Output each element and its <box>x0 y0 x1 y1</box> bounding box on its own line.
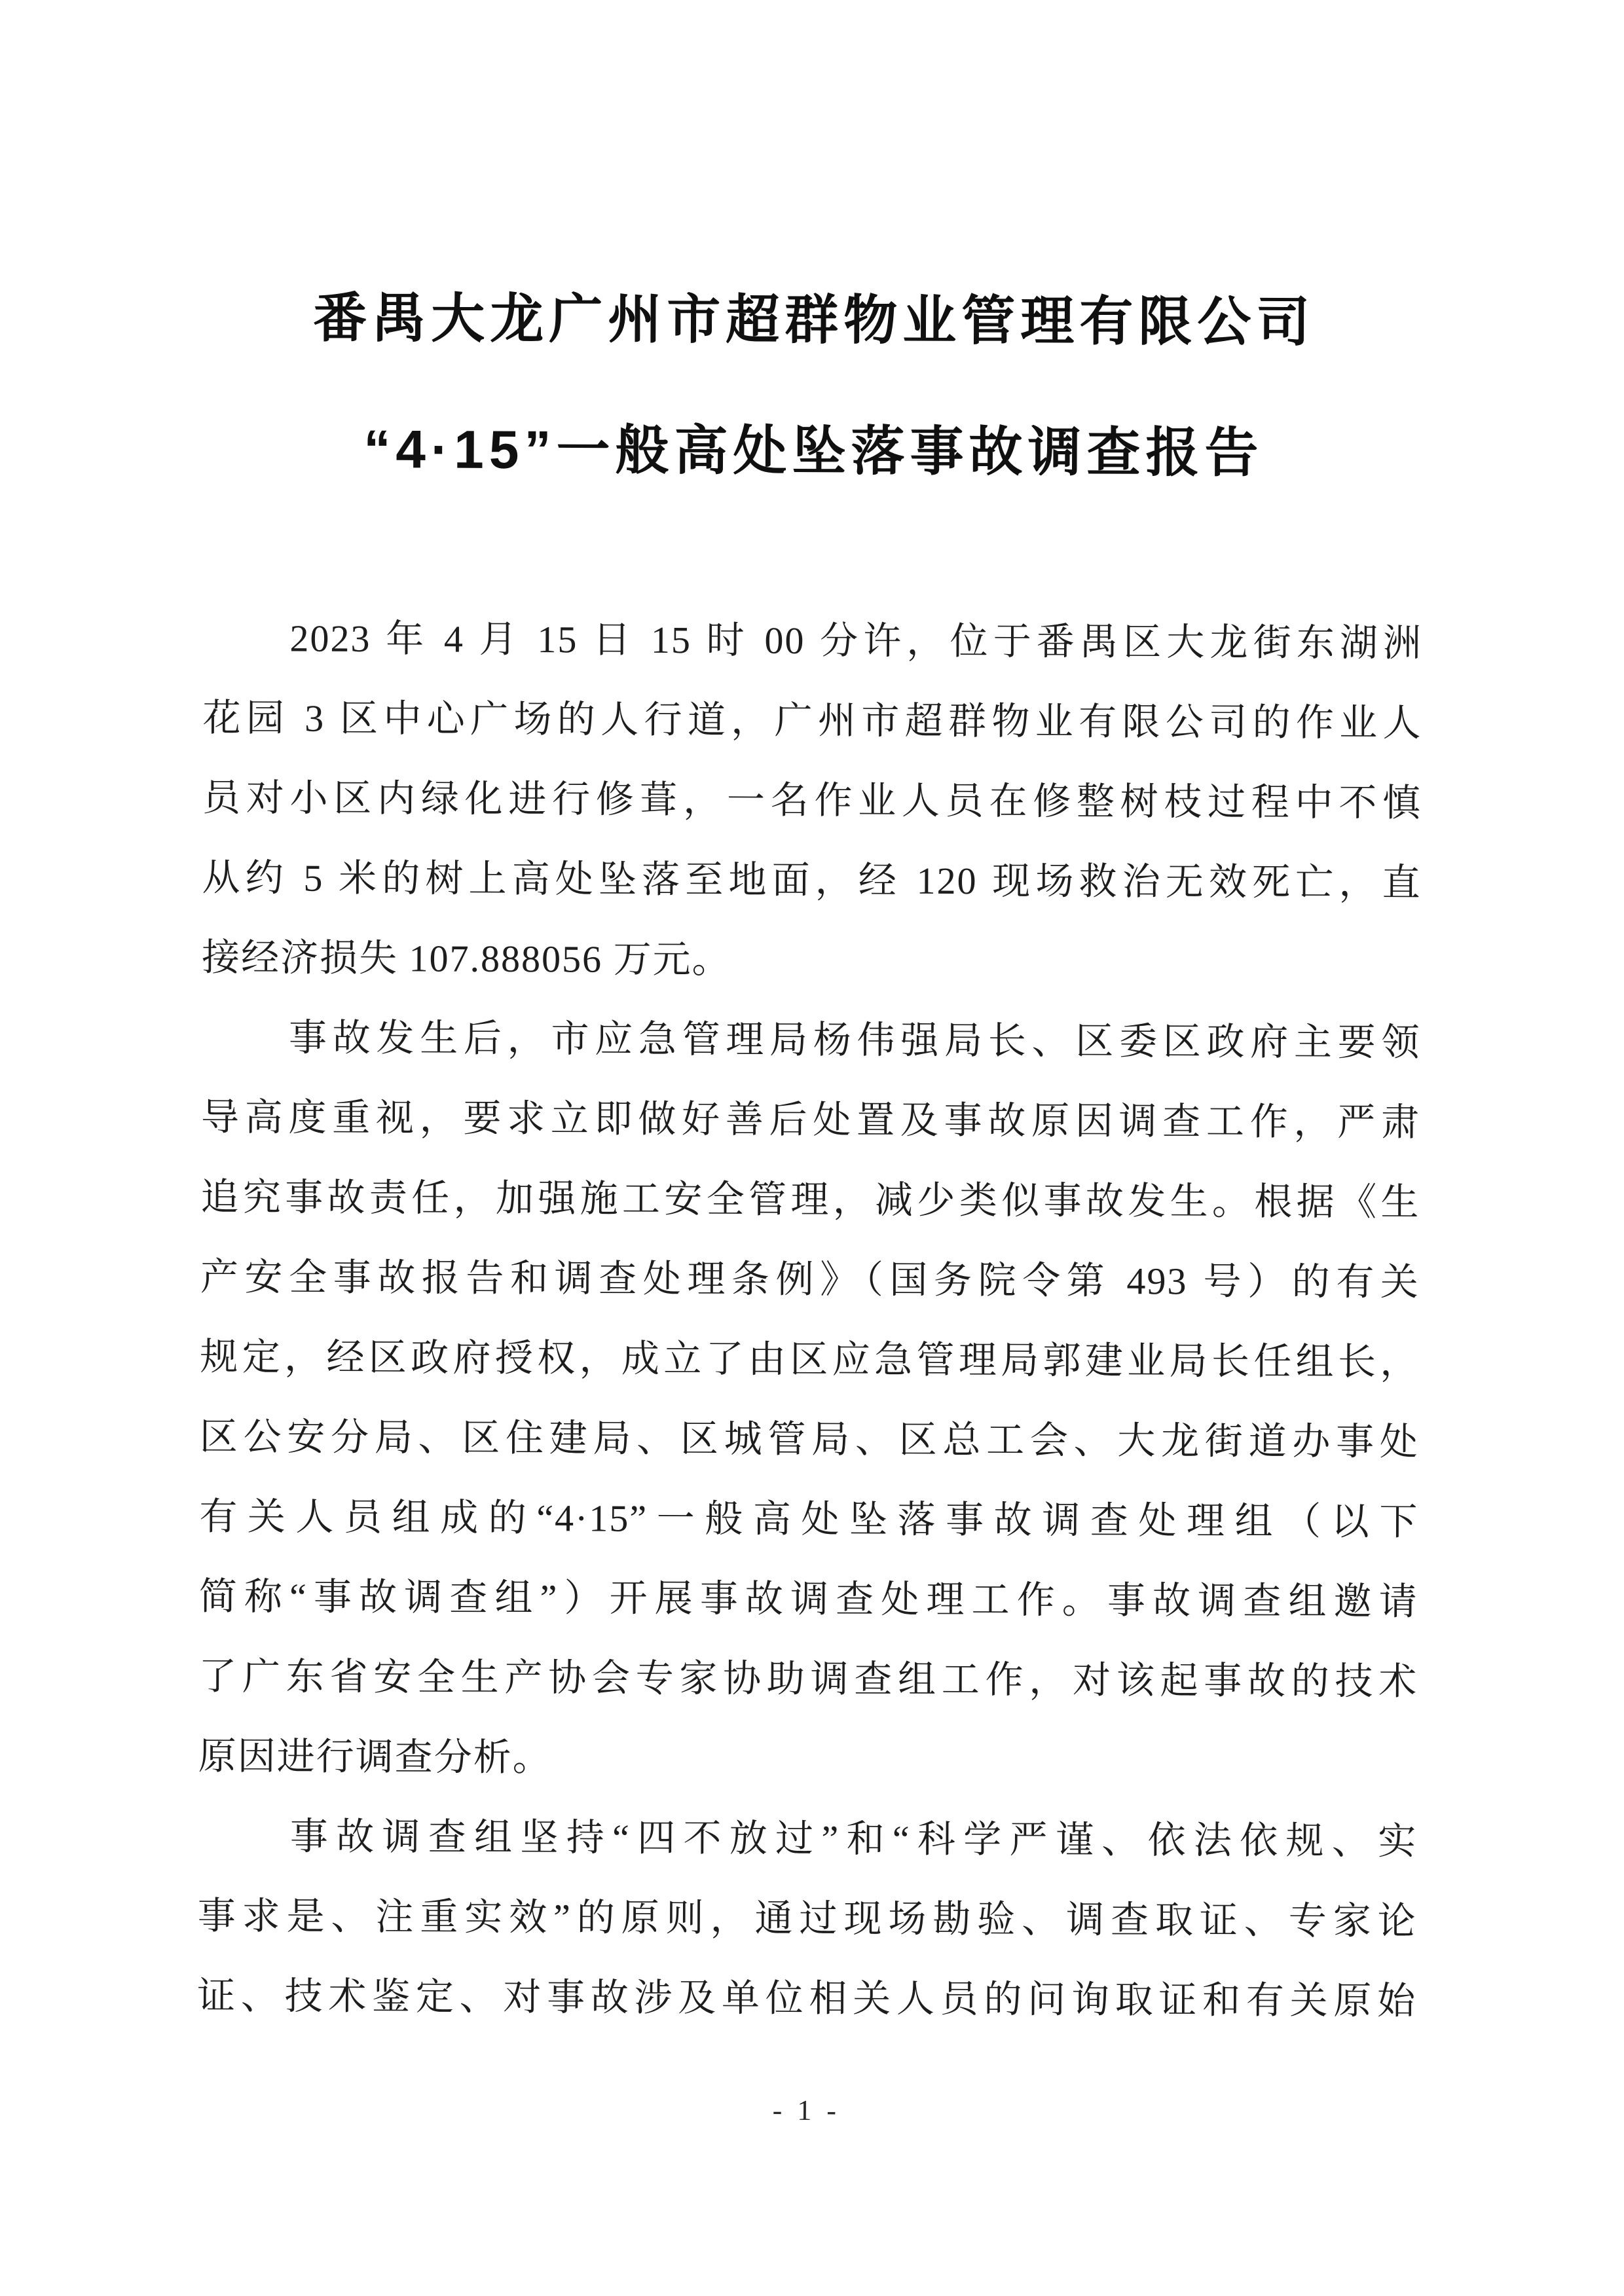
page-number: - 1 - <box>772 2094 841 2127</box>
body-line: 了广东省安全生产协会专家协助调查组工作，对该起事故的技术 <box>198 1654 1418 1704</box>
body-line: 员对小区内绿化进行修葺，一名作业人员在修整树枝过程中不慎 <box>202 776 1422 825</box>
paragraph-investigation-principles <box>197 1796 1418 2041</box>
body-line: 区公安分局、区住建局、区城管局、区总工会、大龙街道办事处 <box>199 1415 1419 1464</box>
paragraph-incident-summary <box>202 598 1423 1003</box>
body-line: 证、技术鉴定、对事故涉及单位相关人员的问询取证和有关原始 <box>196 1974 1417 2023</box>
document-title-line: 番禺大龙广州市超群物业管理有限公司 <box>313 288 1316 353</box>
body-line: 事故发生后，市应急管理局杨伟强局长、区委区政府主要领 <box>201 1015 1421 1065</box>
page-footer <box>0 2090 1618 2131</box>
body-line: 2023 年 4 月 15 日 15 时 00 分许，位于番禺区大龙街东湖洲 <box>203 616 1423 665</box>
body-line: 产安全事故报告和调查处理条例》（国务院令第 493 号）的有关 <box>200 1255 1420 1304</box>
body-line: 花园 3 区中心广场的人行道，广州市超群物业有限公司的作业人 <box>202 696 1422 745</box>
body-line: 原因进行调查分析。 <box>198 1734 552 1779</box>
body-line: 事故调查组坚持“四不放过”和“科学严谨、依法依规、实 <box>198 1814 1418 1863</box>
body-line: 导高度重视，要求立即做好善后处置及事故原因调查工作，严肃 <box>200 1095 1421 1144</box>
body-line: 事求是、注重实效”的原则，通过现场勘验、调查取证、专家论 <box>197 1894 1417 1943</box>
body-line: 有关人员组成的“4·15”一般高处坠落事故调查处理组（以下 <box>199 1495 1419 1544</box>
body-line: 规定，经区政府授权，成立了由区应急管理局郭建业局长任组长， <box>200 1335 1420 1384</box>
body-line: 接经济损失 107.888056 万元。 <box>201 936 731 981</box>
document-title-line: “4·15”一般高处坠落事故调查报告 <box>363 420 1264 484</box>
paragraph-investigation-setup <box>198 998 1420 1802</box>
body-line: 简称“事故调查组”）开展事故调查处理工作。事故调查组邀请 <box>198 1575 1418 1624</box>
body-line: 从约 5 米的树上高处坠落至地面，经 120 现场救治无效死亡，直 <box>202 856 1422 905</box>
document-title <box>1 0 1624 520</box>
body-line: 追究事故责任，加强施工安全管理，减少类似事故发生。根据《生 <box>200 1175 1420 1224</box>
document-body <box>197 598 1423 2041</box>
